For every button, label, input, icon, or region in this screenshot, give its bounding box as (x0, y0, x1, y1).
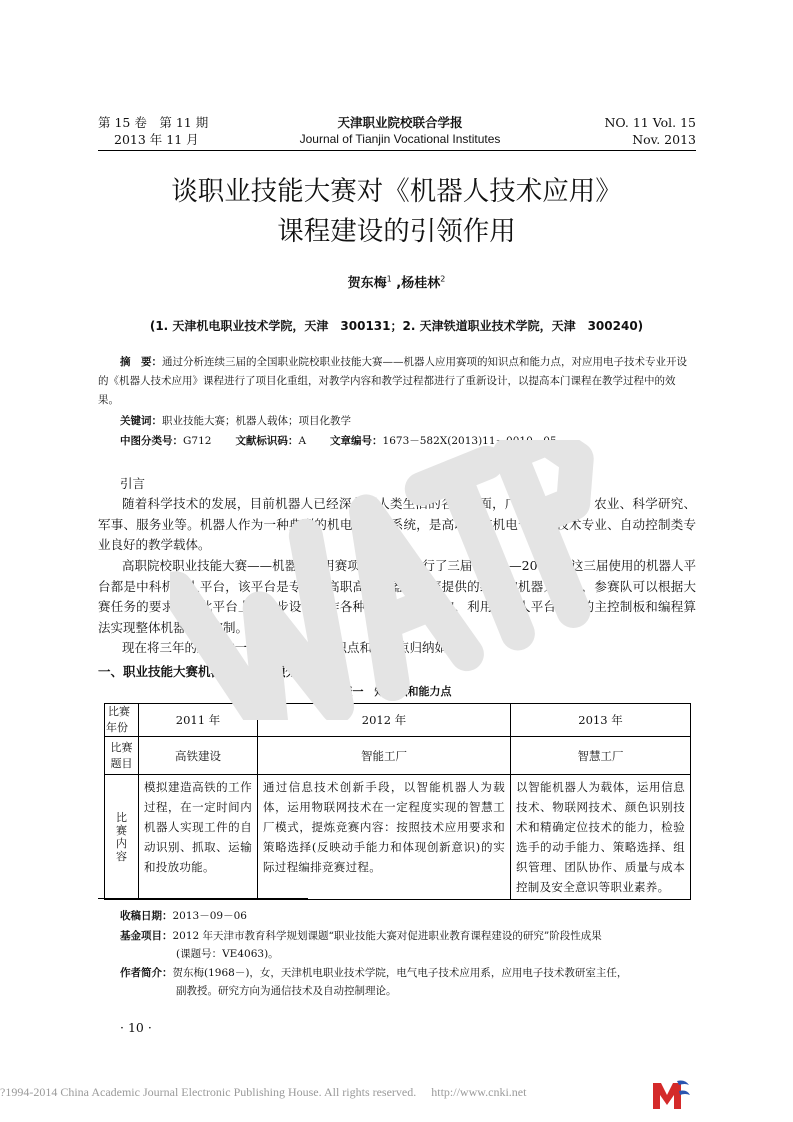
content-cell: 通过信息技术创新手段，以智能机器人为载体，运用物联网技术在一定程度实现的智慧工厂模式，提炼竞赛内容：按照技术应用要求和策略选择(反映动手能力和体现创新意识)的实际过程编排竞赛过程。 (258, 775, 511, 900)
author-bio-line-1: 贺东梅(1968－)，女，天津机电职业技术学院，电气电子技术应用系，应用电子技术教研室主任， (172, 967, 628, 979)
author-separator: , (391, 276, 402, 291)
topic-label-bottom: 题目 (110, 756, 133, 770)
table-caption: 表一 知识点和能力点 (341, 685, 452, 698)
received-label: 收稿日期： (120, 910, 173, 922)
author-bio-label: 作者简介： (120, 967, 173, 979)
table-row (105, 704, 691, 737)
paragraph-1: 随着科学技术的发展，目前机器人已经深入到人类生活的各个方面，广泛用于工业、农业、科学研究、军事、服务业等。机器人作为一种典型的机电一体化系统，是高职院校机电一体化技术专业、自动控制类专业良好的教学载体。 (98, 496, 696, 552)
author-1-sup: 1 (386, 274, 392, 284)
paragraph-2: 高职院校职业技能大赛——机器人应用赛项已经连续举行了三届(2011—2013)，这三届使用的机器人平台都是中科机器人平台，该平台是专门为高职高专机器人大赛提供的统一的机器人平台，参赛队可以根据大赛任务的要求，在此平台上进一步设计制作各种抓取、投放机构，利用机器人平台提供的主控制板和编程算法实现整体机器人的控制。 (98, 558, 696, 635)
author-bio (120, 964, 696, 982)
abstract-label: 摘 要： (120, 356, 162, 368)
topic-label-top: 比赛 (110, 740, 133, 754)
section-1-heading: 一、职业技能大赛机器人应用赛项分析 (98, 664, 311, 679)
keywords (120, 413, 351, 428)
publish-date-en: Nov. 2013 (632, 132, 696, 147)
article-number-label: 文章编号： (330, 435, 383, 447)
clc-value: G712 (183, 435, 212, 447)
keywords-text: 职业技能大赛；机器人载体；项目化教学 (162, 415, 351, 427)
article-title (60, 172, 733, 252)
intro-heading: 引言 (120, 476, 146, 491)
journal-volume-issue (98, 114, 208, 148)
author-bio-line-2: 副教授。研究方向为通信技术及自动控制理论。 (176, 985, 397, 997)
received-date (120, 907, 696, 925)
knowledge-table (104, 703, 691, 900)
year-cell: 2011 年 (139, 704, 258, 737)
corner-bottom: 年份 (106, 721, 128, 734)
issue-number-en: NO. 11 Vol. 15 (604, 115, 696, 130)
fund-line-1: 2012 年天津市教育科学规划课题“职业技能大赛对促进职业教育课程建设的研究”阶段性成果 (172, 930, 602, 942)
topic-label-cell (105, 737, 139, 775)
title-line-2: 课程建设的引领作用 (277, 216, 516, 247)
table-corner-cell (105, 704, 139, 737)
author-1: 贺东梅 (347, 276, 387, 291)
publish-date: 2013 年 11 月 (114, 132, 199, 147)
year-cell: 2012 年 (258, 704, 511, 737)
topic-cell: 智慧工厂 (511, 737, 691, 775)
content-label: 比赛内容 (116, 811, 127, 863)
author-2: 杨桂林 (401, 276, 441, 291)
corner-top: 比赛 (108, 705, 130, 718)
journal-name-cn: 天津职业院校联合学报 (337, 115, 463, 130)
received-value: 2013－09－06 (172, 910, 247, 922)
authors (0, 272, 793, 291)
paragraph-3: 现在将三年的题目做一总结，涉及的知识点和能力点归纳如表一。 (122, 640, 485, 655)
journal-name-en: Journal of Tianjin Vocational Institutes (299, 132, 501, 146)
table-row (105, 775, 691, 900)
header-rule (98, 150, 696, 151)
fund-project (120, 927, 696, 945)
author-2-sup: 2 (440, 274, 446, 284)
content-label-cell (105, 775, 139, 900)
footnote-rule (98, 898, 308, 899)
doc-code-value: A (298, 435, 307, 447)
keywords-label: 关键词： (120, 415, 162, 427)
abstract-text: 通过分析连续三届的全国职业院校职业技能大赛——机器人应用赛项的知识点和能力点，对应用电子技术专业开设的《机器人技术应用》课程进行了项目化重组，对教学内容和教学过程都进行了重新设计，以提高本门课程在教学过程中的效果。 (98, 356, 687, 406)
table-row (105, 737, 691, 775)
topic-cell: 高铁建设 (139, 737, 258, 775)
affiliation: (1. 天津机电职业技术学院，天津 300131；2. 天津铁道职业技术学院，天津 300240) (149, 319, 644, 333)
clc-label: 中图分类号： (120, 435, 183, 447)
copyright-notice: ?1994-2014 China Academic Journal Electronic Publishing House. All rights reserved. http://www.cnki.net (0, 1085, 527, 1099)
year-cell: 2013 年 (511, 704, 691, 737)
volume-issue: 第 15 卷 第 11 期 (98, 115, 209, 130)
article-number-value: 1673－582X(2013)11－0010－05 (382, 435, 557, 447)
content-cell: 以智能机器人为载体，运用信息技术、物联网技术、颜色识别技术和精确定位技术的能力，检验选手的动手能力、策略选择、组织管理、团队协作、质量与成本控制及安全意识等职业素养。 (511, 775, 691, 900)
title-line-1: 谈职业技能大赛对《机器人技术应用》 (171, 176, 622, 207)
doc-code-label: 文献标识码： (235, 435, 299, 447)
page-number: · 10 · (120, 1020, 152, 1035)
content-cell: 模拟建造高铁的工作过程，在一定时间内机器人实现工件的自动识别、抓取、运输和投放功能。 (139, 775, 258, 900)
classification-codes (120, 433, 557, 448)
journal-issue-en (604, 114, 696, 148)
topic-cell: 智能工厂 (258, 737, 511, 775)
journal-name (250, 114, 550, 148)
cnki-logo-icon (651, 1077, 691, 1111)
abstract (98, 353, 696, 410)
fund-label: 基金项目： (120, 930, 173, 942)
fund-line-2: (课题号：VE4063)。 (176, 948, 279, 960)
